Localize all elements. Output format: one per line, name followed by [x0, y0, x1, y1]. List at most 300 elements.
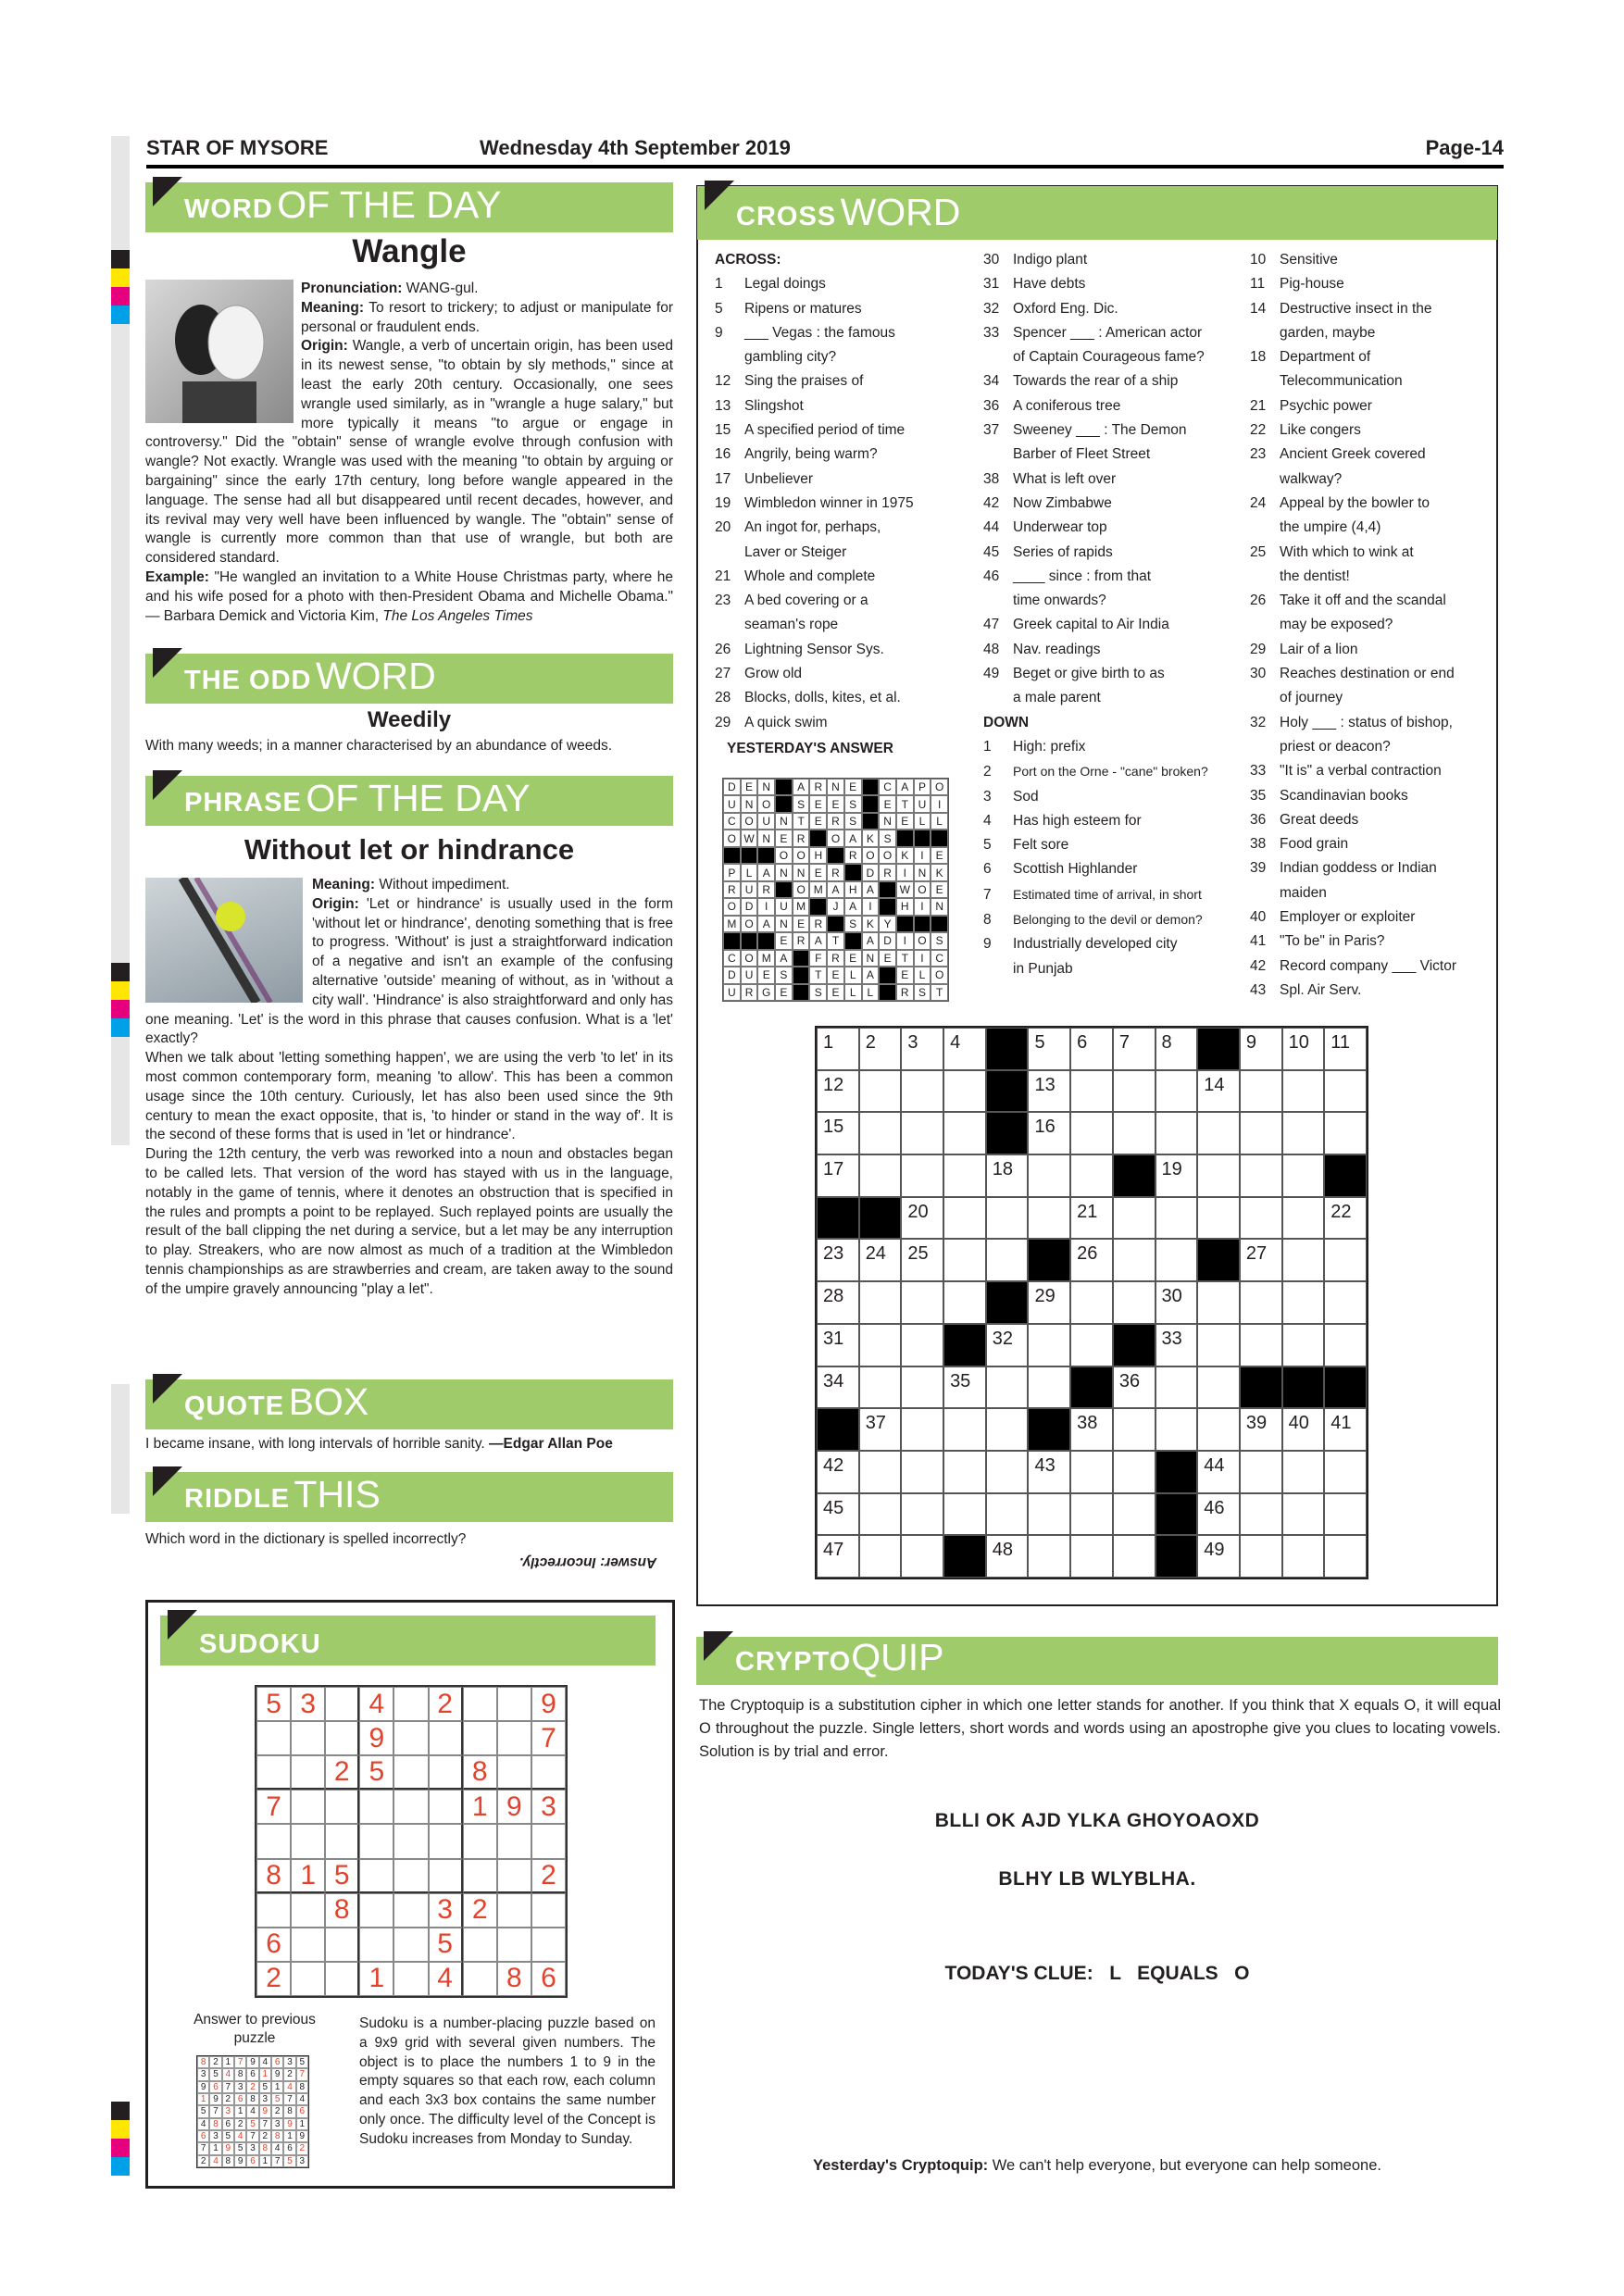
sudoku-cell[interactable]: [325, 1824, 359, 1858]
answer-cell: A: [757, 864, 775, 880]
crossword-cell[interactable]: 47: [817, 1535, 859, 1578]
crossword-black-cell: [1282, 1366, 1325, 1409]
sudoku-cell[interactable]: [394, 1893, 428, 1928]
crossword-cell[interactable]: [1240, 1281, 1282, 1324]
crossword-cell[interactable]: [1113, 1197, 1156, 1240]
answer-cell: I: [914, 950, 931, 967]
sudoku-cell[interactable]: 2: [429, 1687, 463, 1721]
answer-cell: M: [793, 898, 810, 915]
clue-item: 24 Appeal by the bowler to: [1250, 494, 1430, 511]
prev-sudoku-cell: 2: [296, 2142, 308, 2154]
sudoku-cell[interactable]: 5: [325, 1859, 359, 1893]
crossword-cell[interactable]: 34: [817, 1366, 859, 1409]
crossword-cell[interactable]: [1324, 1451, 1367, 1493]
crossword-cell[interactable]: 2: [859, 1028, 902, 1070]
answer-cell: D: [879, 932, 896, 949]
clue-item: 16 Angrily, being warm?: [715, 446, 878, 463]
crossword-cell[interactable]: 12: [817, 1070, 859, 1113]
sudoku-cell[interactable]: 4: [359, 1687, 394, 1721]
clue-item: 23 A bed covering or a: [715, 593, 868, 609]
answer-cell: G: [757, 984, 775, 1001]
sudoku-cell[interactable]: [325, 1790, 359, 1824]
crossword-cell[interactable]: [1324, 1324, 1367, 1366]
crossword-cell[interactable]: 31: [817, 1324, 859, 1366]
sudoku-cell[interactable]: 8: [325, 1893, 359, 1928]
paper-name: STAR OF MYSORE: [146, 136, 329, 159]
sudoku-cell[interactable]: [531, 1928, 566, 1962]
crossword-cell[interactable]: [1240, 1112, 1282, 1154]
registration-marks-1: [111, 250, 130, 324]
crossword-cell[interactable]: 20: [901, 1197, 943, 1240]
sudoku-cell[interactable]: [394, 1721, 428, 1755]
crossword-cell[interactable]: 7: [1113, 1028, 1156, 1070]
sudoku-cell[interactable]: 8: [256, 1859, 291, 1893]
crossword-cell[interactable]: [1113, 1493, 1156, 1536]
crossword-cell[interactable]: [859, 1070, 902, 1113]
answer-cell: L: [914, 967, 931, 983]
crossword-cell[interactable]: [1282, 1535, 1325, 1578]
sudoku-cell[interactable]: [531, 1893, 566, 1928]
crossword-cell[interactable]: [1282, 1154, 1325, 1197]
sudoku-cell[interactable]: 5: [359, 1755, 394, 1790]
sudoku-cell[interactable]: [394, 1824, 428, 1858]
sudoku-cell[interactable]: 1: [359, 1962, 394, 1996]
crossword-cell[interactable]: 26: [1070, 1239, 1113, 1281]
clue-item: 36 Great deeds: [1250, 811, 1359, 828]
crossword-cell[interactable]: 46: [1197, 1493, 1240, 1536]
crossword-cell[interactable]: [901, 1408, 943, 1451]
crossword-cell[interactable]: [1113, 1408, 1156, 1451]
crossword-cell[interactable]: [1113, 1535, 1156, 1578]
crossword-cell[interactable]: [1156, 1366, 1198, 1409]
crossword-cell[interactable]: 30: [1156, 1281, 1198, 1324]
prev-sudoku-cell: 3: [222, 2105, 234, 2117]
sudoku-cell[interactable]: [359, 1893, 394, 1928]
sudoku-cell[interactable]: 8: [463, 1755, 497, 1790]
sudoku-cell[interactable]: [394, 1859, 428, 1893]
crossword-cell[interactable]: [1113, 1112, 1156, 1154]
prev-sudoku-cell: 2: [271, 2105, 283, 2117]
crossword-cell[interactable]: 10: [1282, 1028, 1325, 1070]
answer-cell: T: [931, 984, 948, 1001]
crossword-cell[interactable]: [986, 1408, 1029, 1451]
sudoku-cell[interactable]: [497, 1893, 531, 1928]
sudoku-cell[interactable]: [497, 1928, 531, 1962]
sudoku-cell[interactable]: [531, 1755, 566, 1790]
sudoku-cell[interactable]: [256, 1721, 291, 1755]
sudoku-cell[interactable]: [256, 1893, 291, 1928]
prev-sudoku-cell: 4: [296, 2093, 308, 2105]
crossword-cell[interactable]: 8: [1156, 1028, 1198, 1070]
sudoku-cell[interactable]: [429, 1790, 463, 1824]
sudoku-cell[interactable]: 5: [256, 1687, 291, 1721]
clue-item: seaman's rope: [744, 617, 839, 633]
sudoku-cell[interactable]: 3: [531, 1790, 566, 1824]
crossword-cell[interactable]: 14: [1197, 1070, 1240, 1113]
crossword-cell[interactable]: [986, 1366, 1029, 1409]
crossword-cell[interactable]: [1070, 1535, 1113, 1578]
sudoku-cell[interactable]: 6: [531, 1962, 566, 1996]
crossword-cell[interactable]: [859, 1112, 902, 1154]
crossword-cell[interactable]: 49: [1197, 1535, 1240, 1578]
crossword-cell[interactable]: [859, 1451, 902, 1493]
sudoku-grid[interactable]: [255, 1685, 568, 1998]
sudoku-cell[interactable]: 6: [256, 1928, 291, 1962]
sudoku-cell[interactable]: [497, 1859, 531, 1893]
crossword-cell[interactable]: [1240, 1324, 1282, 1366]
clue-item: 38 Food grain: [1250, 836, 1349, 853]
crossword-cell[interactable]: [1282, 1493, 1325, 1536]
crossword-cell[interactable]: 25: [901, 1239, 943, 1281]
sudoku-cell[interactable]: 9: [531, 1687, 566, 1721]
sudoku-cell[interactable]: [394, 1687, 428, 1721]
crossword-cell[interactable]: [901, 1112, 943, 1154]
answer-cell: O: [827, 830, 844, 846]
crossword-cell[interactable]: 16: [1028, 1112, 1070, 1154]
sudoku-cell[interactable]: [463, 1928, 497, 1962]
sudoku-cell[interactable]: [325, 1928, 359, 1962]
crossword-cell[interactable]: 27: [1240, 1239, 1282, 1281]
crossword-cell[interactable]: [1324, 1493, 1367, 1536]
odd-word-definition: With many weeds; in a manner characterised by an abundance of weeds.: [145, 738, 613, 754]
sudoku-cell[interactable]: [291, 1790, 325, 1824]
crossword-cell[interactable]: [1070, 1324, 1113, 1366]
sudoku-cell[interactable]: 8: [497, 1962, 531, 1996]
crossword-cell[interactable]: [859, 1366, 902, 1409]
crossword-cell[interactable]: [1324, 1070, 1367, 1113]
crossword-cell[interactable]: [1324, 1281, 1367, 1324]
crossword-cell[interactable]: 15: [817, 1112, 859, 1154]
crossword-cell[interactable]: [901, 1493, 943, 1536]
clue-item: 10 Sensitive: [1250, 252, 1338, 268]
crossword-cell[interactable]: [1070, 1112, 1113, 1154]
crossword-cell[interactable]: [1197, 1324, 1240, 1366]
sudoku-cell[interactable]: 7: [531, 1721, 566, 1755]
registration-marks-2: [111, 963, 130, 1037]
crossword-cell[interactable]: [1240, 1154, 1282, 1197]
sudoku-cell[interactable]: [325, 1687, 359, 1721]
sudoku-cell[interactable]: [291, 1962, 325, 1996]
crossword-cell[interactable]: [1282, 1239, 1325, 1281]
crossword-cell[interactable]: [1113, 1239, 1156, 1281]
crossword-cell[interactable]: [1070, 1281, 1113, 1324]
crossword-cell[interactable]: [1282, 1281, 1325, 1324]
crossword-cell[interactable]: [986, 1239, 1029, 1281]
sudoku-cell[interactable]: [429, 1755, 463, 1790]
crossword-cell[interactable]: [1113, 1451, 1156, 1493]
crossword-cell[interactable]: 23: [817, 1239, 859, 1281]
sudoku-cell[interactable]: 1: [463, 1790, 497, 1824]
answer-cell: S: [931, 932, 948, 949]
sudoku-cell[interactable]: 5: [429, 1928, 463, 1962]
crossword-cell[interactable]: [943, 1197, 986, 1240]
crossword-cell[interactable]: [1197, 1112, 1240, 1154]
banner-corner-icon: [153, 1466, 182, 1496]
crossword-cell[interactable]: 21: [1070, 1197, 1113, 1240]
crossword-cell[interactable]: [1197, 1281, 1240, 1324]
sudoku-cell[interactable]: 2: [325, 1755, 359, 1790]
crossword-cell[interactable]: 17: [817, 1154, 859, 1197]
sudoku-cell[interactable]: [531, 1824, 566, 1858]
sudoku-cell[interactable]: [429, 1824, 463, 1858]
crossword-cell[interactable]: [943, 1070, 986, 1113]
crossword-cell[interactable]: [1070, 1451, 1113, 1493]
crossword-cell[interactable]: 38: [1070, 1408, 1113, 1451]
sudoku-cell[interactable]: [291, 1928, 325, 1962]
crossword-cell[interactable]: [1240, 1535, 1282, 1578]
answer-cell: O: [723, 898, 741, 915]
sudoku-cell[interactable]: 2: [531, 1859, 566, 1893]
crossword-cell[interactable]: [943, 1408, 986, 1451]
crossword-cell[interactable]: 28: [817, 1281, 859, 1324]
prev-sudoku-cell: 8: [296, 2081, 308, 2093]
sudoku-cell[interactable]: 7: [256, 1790, 291, 1824]
crossword-cell[interactable]: [1282, 1070, 1325, 1113]
crossword-grid[interactable]: [815, 1026, 1368, 1579]
sudoku-cell[interactable]: [497, 1824, 531, 1858]
answer-cell: R: [741, 984, 758, 1001]
sudoku-cell[interactable]: 1: [291, 1859, 325, 1893]
answer-cell: C: [931, 950, 948, 967]
sudoku-cell[interactable]: [463, 1859, 497, 1893]
crossword-cell[interactable]: [901, 1451, 943, 1493]
crossword-cell[interactable]: [1156, 1408, 1198, 1451]
answer-cell: [879, 881, 896, 898]
sudoku-cell[interactable]: [256, 1824, 291, 1858]
answer-cell: L: [844, 984, 862, 1001]
sudoku-cell[interactable]: 4: [429, 1962, 463, 1996]
clue-item: 30 Indigo plant: [983, 252, 1088, 268]
crossword-cell[interactable]: 5: [1028, 1028, 1070, 1070]
crossword-cell[interactable]: [859, 1281, 902, 1324]
crossword-cell[interactable]: 43: [1028, 1451, 1070, 1493]
crossword-cell[interactable]: [1070, 1154, 1113, 1197]
crossword-cell[interactable]: [1282, 1451, 1325, 1493]
crossword-cell[interactable]: 18: [986, 1154, 1029, 1197]
crossword-cell[interactable]: [943, 1154, 986, 1197]
sudoku-cell[interactable]: [359, 1790, 394, 1824]
sudoku-cell[interactable]: [394, 1790, 428, 1824]
clue-item: 13 Slingshot: [715, 397, 804, 414]
sudoku-cell[interactable]: [291, 1721, 325, 1755]
crossword-cell[interactable]: [1028, 1535, 1070, 1578]
crossword-cell[interactable]: [901, 1154, 943, 1197]
crossword-cell[interactable]: [901, 1324, 943, 1366]
sudoku-cell[interactable]: [394, 1962, 428, 1996]
crossword-cell[interactable]: [1240, 1451, 1282, 1493]
crossword-cell[interactable]: [901, 1366, 943, 1409]
answer-cell: L: [931, 813, 948, 830]
sudoku-cell[interactable]: [463, 1824, 497, 1858]
answer-cell: U: [775, 898, 793, 915]
crossword-cell[interactable]: [1156, 1112, 1198, 1154]
clue-item: 48 Nav. readings: [983, 641, 1101, 657]
crossword-cell[interactable]: [1028, 1493, 1070, 1536]
crossword-cell[interactable]: 4: [943, 1028, 986, 1070]
crossword-cell[interactable]: [1197, 1197, 1240, 1240]
clue-item: 7 Estimated time of arrival, in short: [983, 886, 1202, 903]
crossword-cell[interactable]: [1240, 1070, 1282, 1113]
crossword-cell[interactable]: [901, 1535, 943, 1578]
crossword-cell[interactable]: [901, 1281, 943, 1324]
sudoku-cell[interactable]: 2: [463, 1893, 497, 1928]
clue-item: 45 Series of rapids: [983, 543, 1113, 560]
sudoku-cell[interactable]: [359, 1824, 394, 1858]
sudoku-cell[interactable]: 2: [256, 1962, 291, 1996]
answer-cell: E: [827, 967, 844, 983]
answer-cell: N: [775, 813, 793, 830]
crossword-cell[interactable]: [1113, 1070, 1156, 1113]
sudoku-cell[interactable]: [359, 1928, 394, 1962]
crossword-cell[interactable]: 42: [817, 1451, 859, 1493]
sudoku-cell[interactable]: [463, 1687, 497, 1721]
crossword-cell[interactable]: 37: [859, 1408, 902, 1451]
sudoku-cell[interactable]: [256, 1755, 291, 1790]
crossword-cell[interactable]: 44: [1197, 1451, 1240, 1493]
crossword-cell[interactable]: [943, 1493, 986, 1536]
crossword-cell[interactable]: 36: [1113, 1366, 1156, 1409]
crossword-cell[interactable]: [1324, 1239, 1367, 1281]
crossword-cell[interactable]: [986, 1451, 1029, 1493]
crossword-cell[interactable]: [1070, 1493, 1113, 1536]
crossword-cell[interactable]: [1282, 1197, 1325, 1240]
crossword-cell[interactable]: [1197, 1366, 1240, 1409]
crossword-cell[interactable]: [943, 1281, 986, 1324]
crossword-cell[interactable]: [1240, 1197, 1282, 1240]
prev-sudoku-cell: 6: [283, 2142, 295, 2154]
crossword-cell[interactable]: [859, 1535, 902, 1578]
crossword-cell[interactable]: 6: [1070, 1028, 1113, 1070]
sudoku-cell[interactable]: [291, 1893, 325, 1928]
answer-cell: S: [844, 916, 862, 932]
masthead-rule: [146, 165, 1504, 168]
crossword-cell[interactable]: [1028, 1197, 1070, 1240]
crossword-black-cell: [986, 1070, 1029, 1113]
crossword-cell[interactable]: [1324, 1535, 1367, 1578]
answer-cell: [809, 898, 827, 915]
sudoku-cell[interactable]: [359, 1859, 394, 1893]
crossword-cell[interactable]: 9: [1240, 1028, 1282, 1070]
crossword-cell[interactable]: 32: [986, 1324, 1029, 1366]
answer-cell: [793, 967, 810, 983]
crossword-cell[interactable]: [1070, 1070, 1113, 1113]
answer-cell: E: [775, 830, 793, 846]
answer-cell: U: [757, 813, 775, 830]
crossword-cell[interactable]: [1113, 1281, 1156, 1324]
sudoku-cell[interactable]: [394, 1928, 428, 1962]
crossword-cell[interactable]: [943, 1239, 986, 1281]
crossword-cell[interactable]: [1156, 1239, 1198, 1281]
sudoku-cell[interactable]: [429, 1859, 463, 1893]
sudoku-cell[interactable]: [497, 1755, 531, 1790]
crossword-cell[interactable]: 19: [1156, 1154, 1198, 1197]
prev-sudoku-cell: 8: [222, 2155, 234, 2167]
clue-item: 39 Indian goddess or Indian: [1250, 860, 1437, 877]
crossword-cell[interactable]: [859, 1154, 902, 1197]
answer-cell: S: [775, 967, 793, 983]
sudoku-cell[interactable]: 3: [429, 1893, 463, 1928]
crossword-cell[interactable]: 35: [943, 1366, 986, 1409]
answer-cell: [844, 864, 862, 880]
answer-cell: I: [757, 898, 775, 915]
sudoku-cell[interactable]: [325, 1962, 359, 1996]
answer-cell: E: [844, 779, 862, 795]
sudoku-cell[interactable]: 9: [497, 1790, 531, 1824]
crossword-cell[interactable]: 1: [817, 1028, 859, 1070]
crossword-cell[interactable]: [1240, 1493, 1282, 1536]
clue-item: 46 ____ since : from that: [983, 568, 1152, 584]
crossword-cell[interactable]: [859, 1493, 902, 1536]
sudoku-cell[interactable]: [291, 1755, 325, 1790]
quote-banner: QUOTE BOX: [145, 1379, 673, 1429]
crossword-cell[interactable]: [1156, 1197, 1198, 1240]
crossword-black-cell: [1156, 1451, 1198, 1493]
prev-sudoku-cell: 3: [209, 2130, 221, 2142]
sudoku-cell[interactable]: [325, 1721, 359, 1755]
crossword-cell[interactable]: 41: [1324, 1408, 1367, 1451]
crossword-cell[interactable]: 11: [1324, 1028, 1367, 1070]
sudoku-cell[interactable]: [394, 1755, 428, 1790]
crossword-cell[interactable]: [859, 1324, 902, 1366]
crossword-cell[interactable]: 33: [1156, 1324, 1198, 1366]
word-title: Wangle: [352, 233, 467, 269]
crossword-cell[interactable]: 13: [1028, 1070, 1070, 1113]
sudoku-cell[interactable]: [291, 1824, 325, 1858]
crossword-cell[interactable]: [1156, 1070, 1198, 1113]
sudoku-cell[interactable]: 3: [291, 1687, 325, 1721]
crossword-cell[interactable]: [1028, 1366, 1070, 1409]
crossword-cell[interactable]: 48: [986, 1535, 1029, 1578]
crossword-cell[interactable]: 22: [1324, 1197, 1367, 1240]
sudoku-cell[interactable]: [497, 1687, 531, 1721]
crossword-cell[interactable]: [986, 1197, 1029, 1240]
clue-item: 29 A quick swim: [715, 714, 828, 730]
sudoku-cell[interactable]: [463, 1721, 497, 1755]
sudoku-prev-label: Answer to previous puzzle: [194, 2012, 316, 2046]
crossword-cell[interactable]: 39: [1240, 1408, 1282, 1451]
sudoku-cell[interactable]: 9: [359, 1721, 394, 1755]
answer-cell: A: [844, 898, 862, 915]
prev-sudoku-cell: 9: [197, 2081, 209, 2093]
crossword-cell[interactable]: [986, 1493, 1029, 1536]
crossword-cell[interactable]: 40: [1282, 1408, 1325, 1451]
riddle-answer: Answer: Incorrectly.: [518, 1554, 657, 1570]
crossword-cell[interactable]: [943, 1112, 986, 1154]
crossword-cell[interactable]: [901, 1070, 943, 1113]
crossword-cell[interactable]: [1282, 1324, 1325, 1366]
crossword-cell[interactable]: [1282, 1112, 1325, 1154]
clue-item: 49 Beget or give birth to as: [983, 666, 1165, 682]
crossword-cell[interactable]: [1028, 1154, 1070, 1197]
prev-sudoku-cell: 1: [283, 2130, 295, 2142]
crossword-cell[interactable]: 29: [1028, 1281, 1070, 1324]
crossword-cell[interactable]: [943, 1451, 986, 1493]
answer-cell: E: [793, 916, 810, 932]
crossword-cell[interactable]: 24: [859, 1239, 902, 1281]
crossword-cell[interactable]: [1197, 1154, 1240, 1197]
prev-sudoku-cell: 5: [271, 2093, 283, 2105]
sudoku-cell[interactable]: [429, 1721, 463, 1755]
sudoku-cell[interactable]: [497, 1721, 531, 1755]
crossword-cell[interactable]: [1324, 1112, 1367, 1154]
crossword-cell[interactable]: 45: [817, 1493, 859, 1536]
across-col-2: 30 Indigo plant 31 Have debts 32 Oxford Eng. Dic. 33 Spencer ___ : American actor of Captain Courageous fame? 34 Towards the rear of a ship 36 A coniferous tree 37 Sweeney ___ : The Demon Barber of Fleet Street 38 What is left over 42 Now Zimbabwe 44 Underwear top 45 Series of rapids 46 ____ since : from that time onwards? 47 Greek capital to Air India 48 Nav. readings 49 Beget or give birth to as a male parent DOWN 1 High: prefix 2 Port on the Orne - "cane" broken? 3 Sod 4 Has high esteem for 5 Felt sore 6 Scottish Highlander 7 Estimated time of arrival, in short 8 Belonging to the devil or demon? 9 Industrially developed city in Punjab: [983, 248, 1243, 981]
sudoku-cell[interactable]: [463, 1962, 497, 1996]
crossword-cell[interactable]: 3: [901, 1028, 943, 1070]
answer-cell: N: [775, 864, 793, 880]
crossword-cell[interactable]: [1028, 1324, 1070, 1366]
crossword-cell[interactable]: [1197, 1408, 1240, 1451]
